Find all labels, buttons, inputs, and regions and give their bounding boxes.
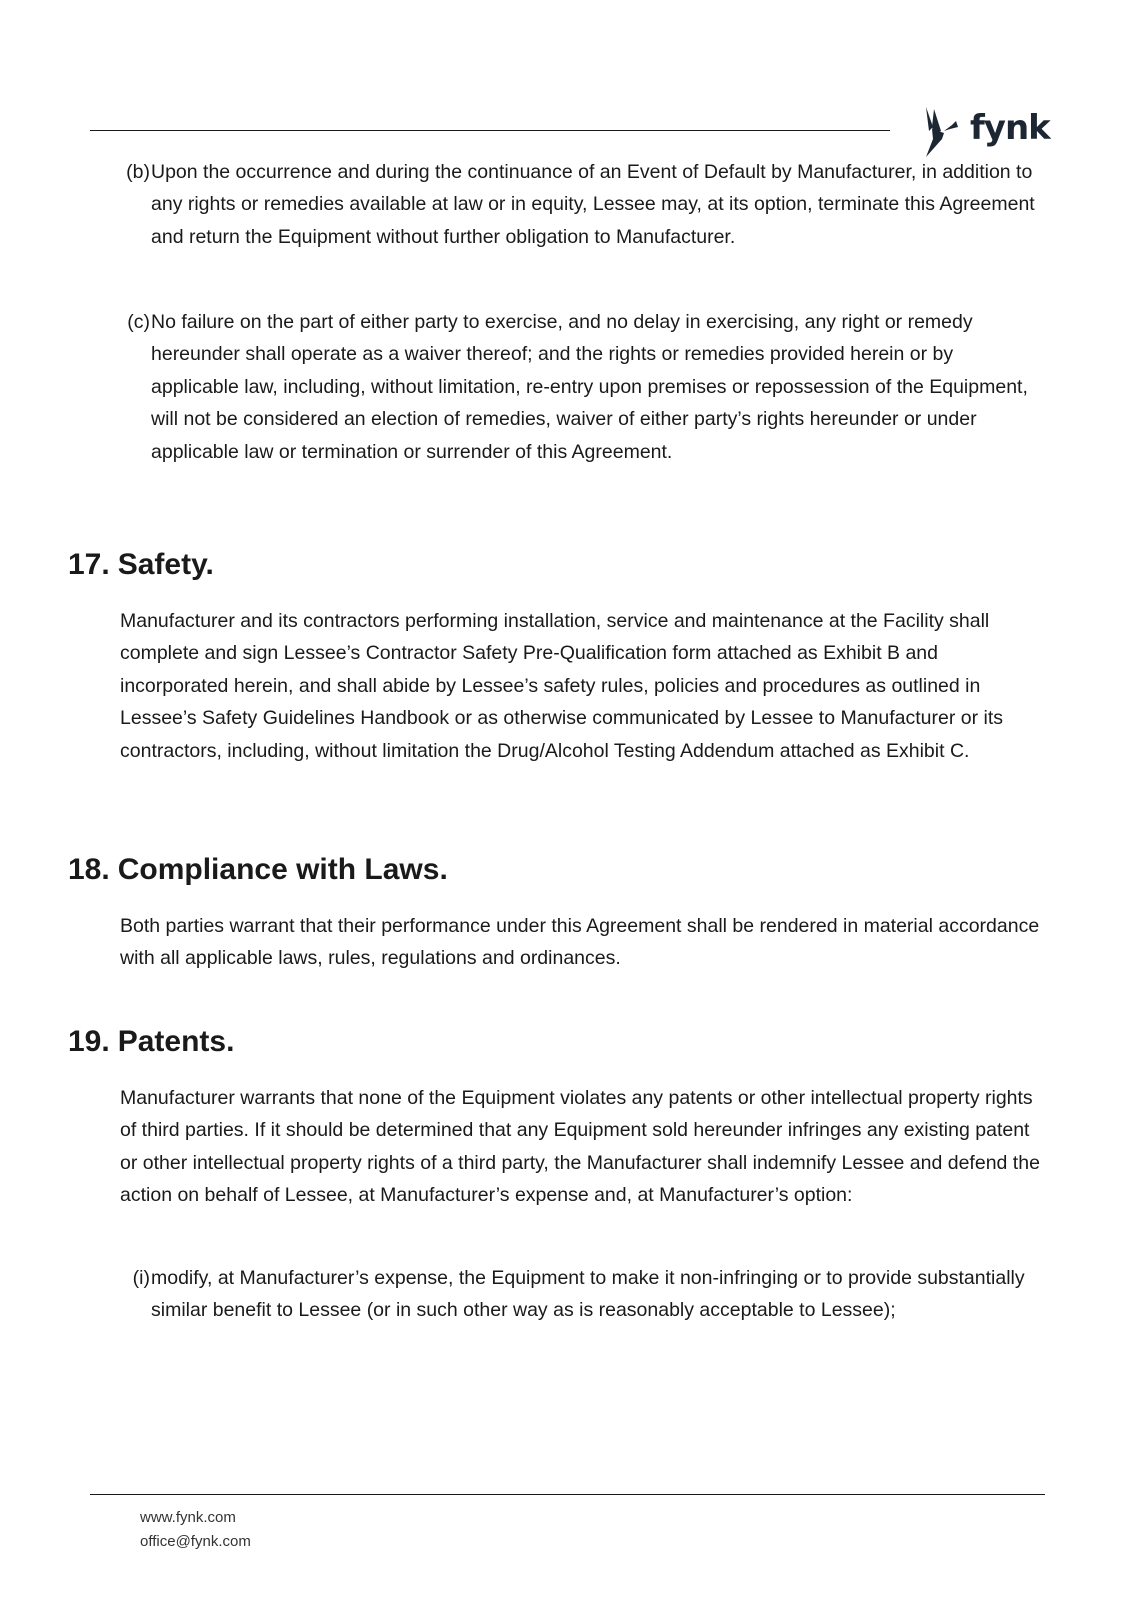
section-18-number: 18. — [68, 853, 110, 886]
clause-c-marker: (c) — [127, 311, 150, 333]
section-19-body: Manufacturer warrants that none of the Equipment violates any patents or other intellectual property rights of third parties. If it should be determined that any Equipment sold hereunder infringes any existing patent or other intellectual property rights of a third party, the Manufacturer shall indemnify Lessee and defend the action on behalf of Lessee, at Manufacturer’s expense and, at Manufacturer’s option: — [120, 1087, 1040, 1207]
section-19-title: Patents. — [117, 1025, 235, 1058]
footer-website-link[interactable]: www.fynk.com — [140, 1509, 236, 1526]
section-17-heading — [68, 545, 214, 585]
header-divider — [90, 130, 890, 131]
sub-item-i-text: modify, at Manufacturer’s expense, the Equipment to make it non-infringing or to provide substantially similar benefit to Lessee (or in such other way as is reasonably acceptable to Lessee); — [151, 1267, 1025, 1322]
brand-wordmark: fynk — [970, 108, 1050, 148]
section-19-number: 19. — [68, 1025, 110, 1058]
clause-b-text: Upon the occurrence and during the continuance of an Event of Default by Manufacturer, in addition to any rights or remedies available at law or in equity, Lessee may, at its option, terminate this Agreement and return the Equipment without further obligation to Manufacturer. — [151, 161, 1035, 248]
section-17-body: Manufacturer and its contractors performing installation, service and maintenance at the Facility shall complete and sign Lessee’s Contractor Safety Pre-Qualification form attached as Exhibit B and incorporated herein, and shall abide by Lessee’s safety rules, policies and procedures as outlined in Lessee’s Safety Guidelines Handbook or as otherwise communicated by Lessee to Manufacturer or its contractors, including, without limitation the Drug/Alcohol Testing Addendum attached as Exhibit C. — [120, 610, 1004, 762]
section-19-heading — [68, 1022, 234, 1062]
clause-c — [120, 306, 1035, 468]
clause-b — [120, 156, 1035, 253]
fynk-bird-icon — [920, 105, 966, 159]
footer-email-link[interactable]: office@fynk.com — [140, 1533, 251, 1550]
sub-item-i — [120, 1262, 1035, 1327]
section-18-title: Compliance with Laws. — [117, 853, 448, 886]
footer-divider — [90, 1494, 1045, 1495]
section-17-number: 17. — [68, 548, 110, 581]
section-18-body: Both parties warrant that their performance under this Agreement shall be rendered in material accordance with all applicable laws, rules, regulations and ordinances. — [120, 915, 1040, 970]
clause-b-marker: (b) — [126, 161, 150, 183]
footer — [140, 1506, 251, 1554]
sub-item-i-marker: (i) — [132, 1267, 150, 1289]
brand-logo — [920, 104, 1050, 160]
section-18-heading — [68, 850, 448, 890]
clause-c-text: No failure on the part of either party to exercise, and no delay in exercising, any right or remedy hereunder shall operate as a waiver thereof; and the rights or remedies provided herein or by applicable law, including, without limitation, re-entry upon premises or repossession of the Equipment, will not be considered an election of remedies, waiver of either party’s rights hereunder or under applicable law or termination or surrender of this Agreement. — [151, 311, 1028, 463]
section-17-title: Safety. — [117, 548, 214, 581]
